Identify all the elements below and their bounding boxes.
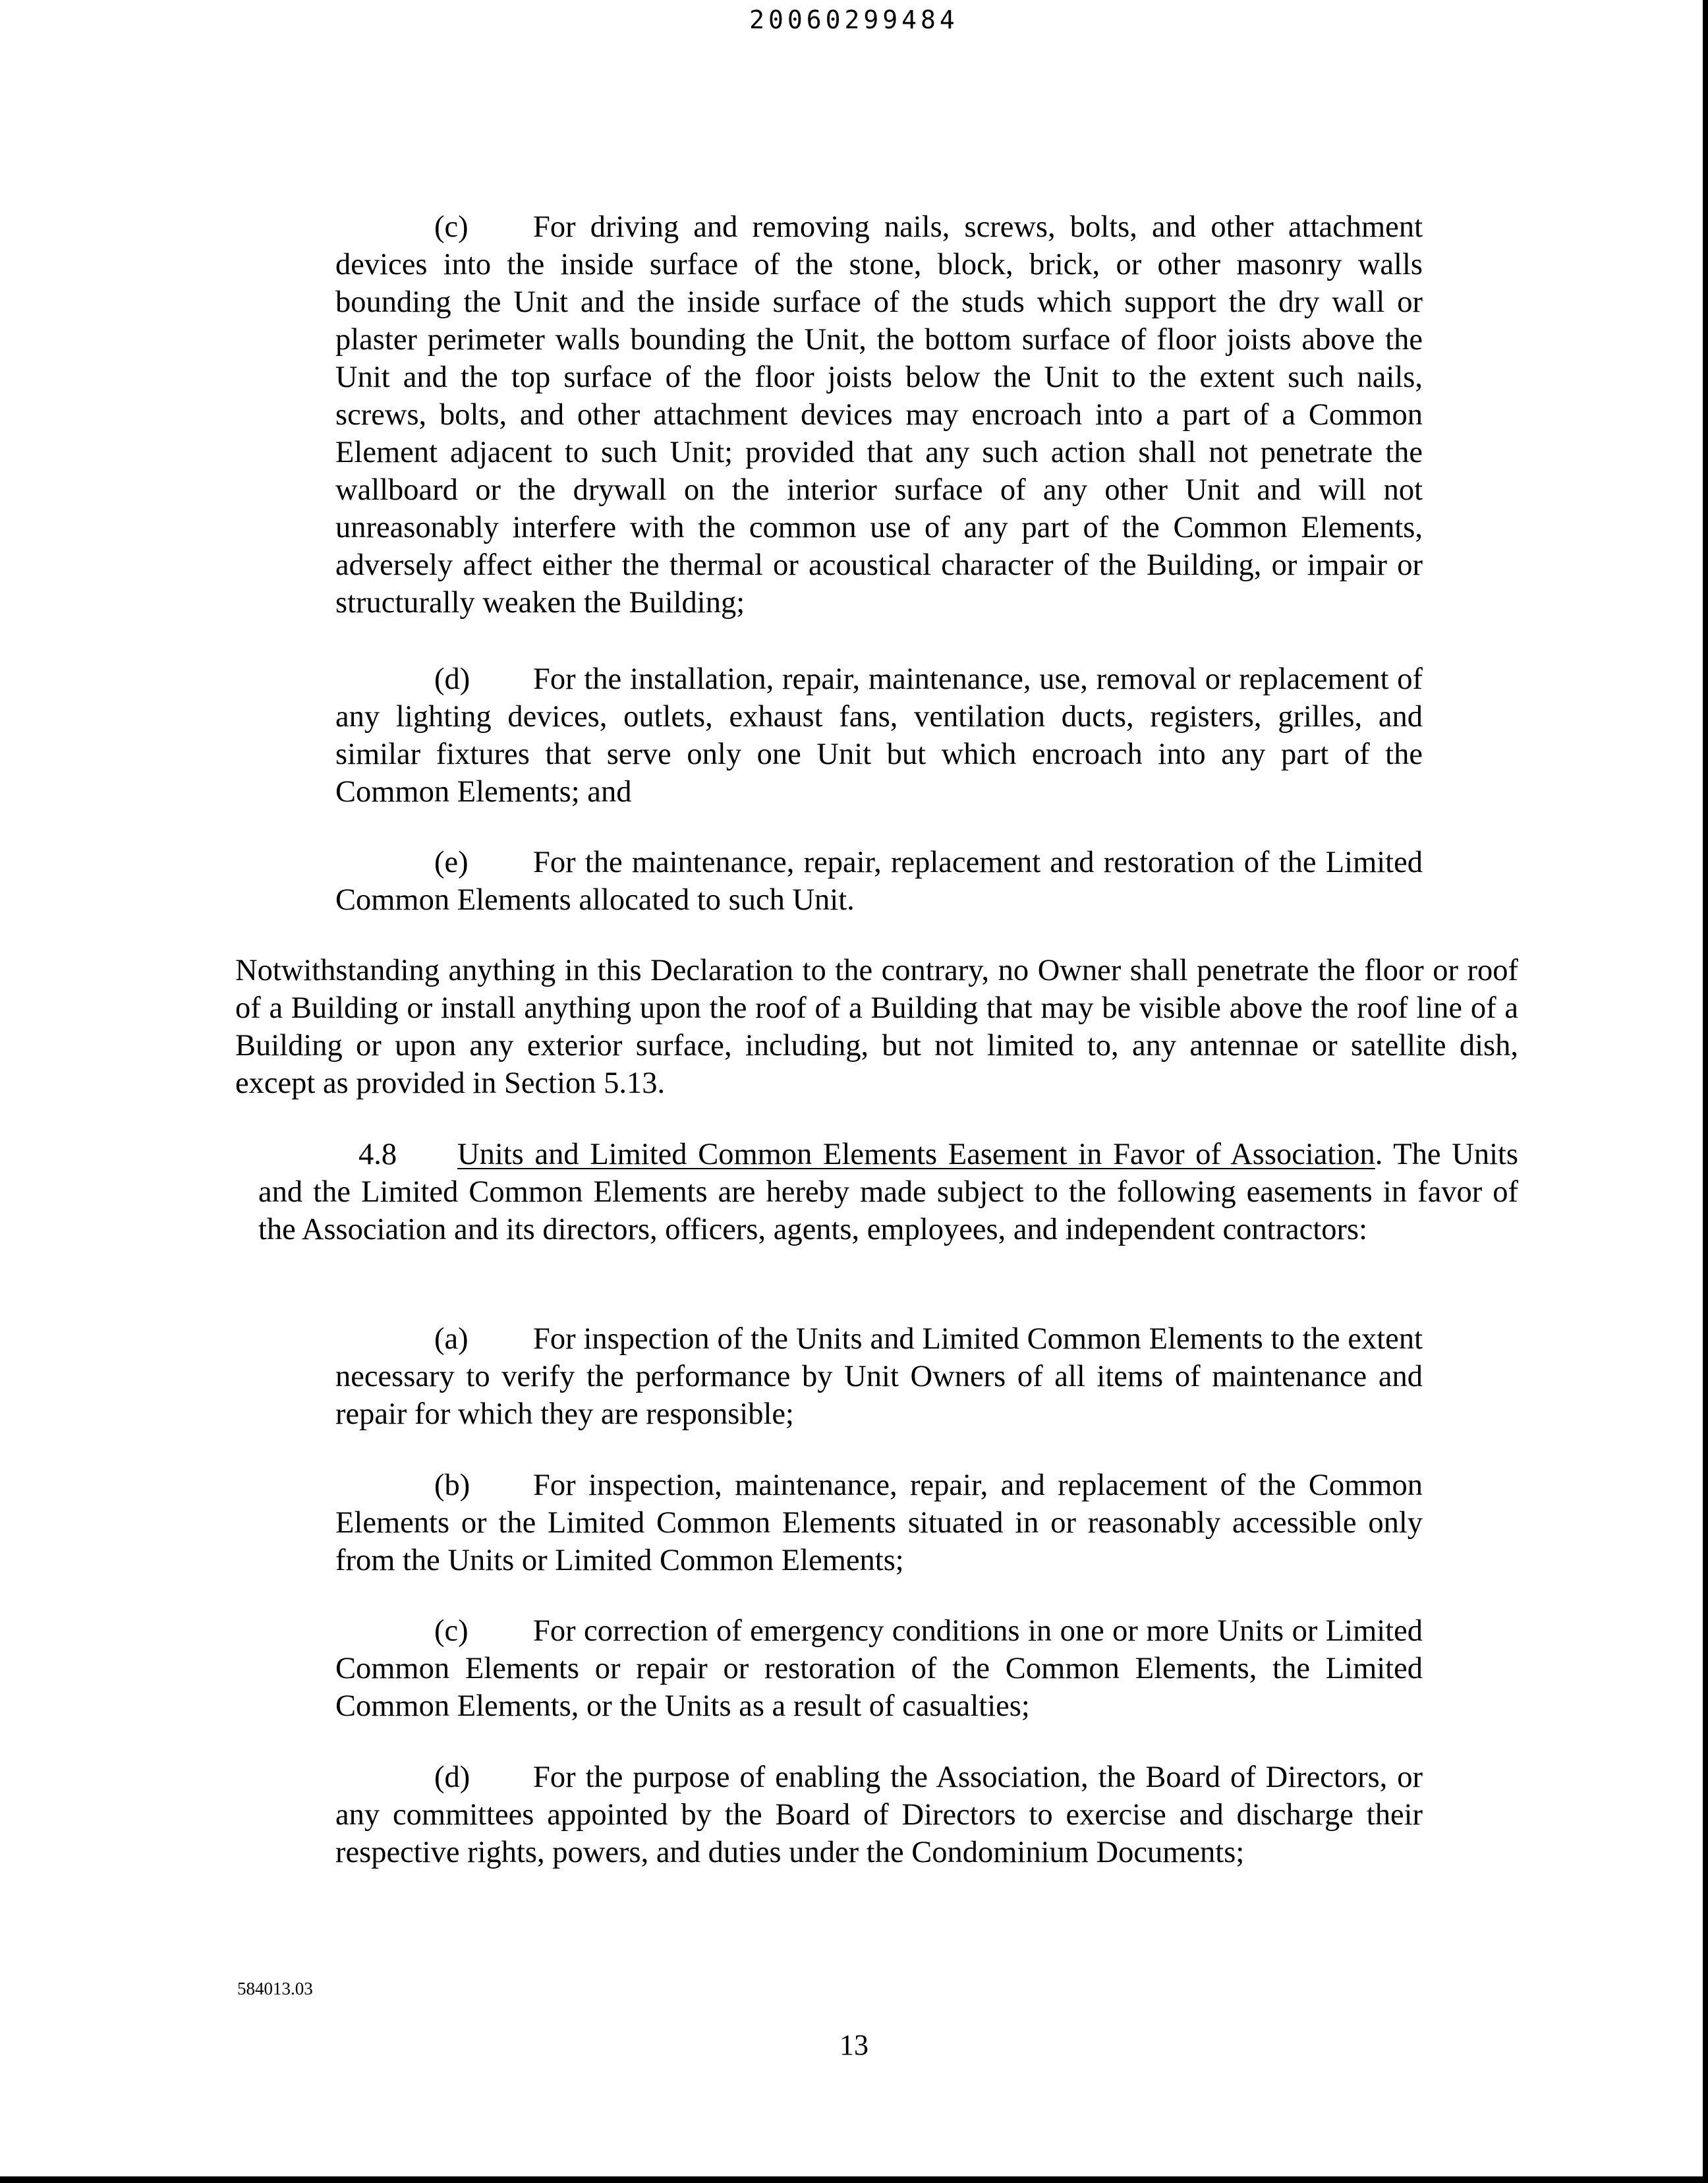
- item-b-bottom: [335, 1467, 1423, 1579]
- item-c-top: [335, 208, 1423, 622]
- item-text: For correction of emergency conditions in one or more Units or Limited Common Elements or repair or restoration of the Common Elements, the Limited Common Elements, or the Units as a result of casualties;: [335, 1614, 1423, 1723]
- item-label: (c): [434, 1614, 469, 1648]
- item-c-bottom: [335, 1612, 1423, 1725]
- item-label: (d): [434, 662, 470, 696]
- item-d-bottom: [335, 1759, 1423, 1871]
- item-text: For driving and removing nails, screws, bolts, and other attachment devices into the inside surface of the stone, block, brick, or other masonry walls bounding the Unit and the inside surface of the studs which support the dry wall or plaster perimeter walls bounding the Unit, the bottom surface of floor joists above the Unit and the top surface of the floor joists below the Unit to the extent such nails, screws, bolts, and other attachment devices may encroach into a part of a Common Element adjacent to such Unit; provided that any such action shall not penetrate the wallboard or the drywall on the interior surface of any other Unit and will not unreasonably interfere with the common use of any part of the Common Elements, adversely affect either the thermal or acoustical character of the Building, or impair or structurally weaken the Building;: [335, 210, 1423, 620]
- item-label: (a): [434, 1322, 469, 1356]
- item-label: (d): [434, 1761, 470, 1794]
- section-text: . The Units and the Limited Common Elements are hereby made subject to the following easements in favor of the Association and its directors, officers, agents, employees, and independent contractors:: [258, 1138, 1519, 1246]
- document-id: 584013.03: [237, 1979, 313, 1998]
- item-label: (e): [434, 846, 469, 879]
- item-text: For the maintenance, repair, replacement and restoration of the Limited Common Elements allocated to such Unit.: [335, 846, 1423, 917]
- item-d-top: [335, 660, 1423, 811]
- item-text: For inspection of the Units and Limited Common Elements to the extent necessary to verify the performance by Unit Owners of all items of maintenance and repair for which they are responsible;: [335, 1322, 1423, 1431]
- scan-border-right: [1703, 0, 1708, 2183]
- item-e-top: [335, 844, 1423, 919]
- item-a-bottom: [335, 1320, 1423, 1433]
- section-number: 4.8: [358, 1138, 397, 1171]
- item-text: For the installation, repair, maintenance, use, removal or replacement of any lighting devices, outlets, exhaust fans, ventilation ducts, registers, grilles, and similar fixtures that serve only one Unit but which encroach into any part of the Common Elements; and: [335, 662, 1423, 809]
- section-4-8: [258, 1136, 1518, 1248]
- page-number: 13: [840, 2029, 868, 2061]
- item-label: (b): [434, 1469, 470, 1502]
- scan-border-bottom: [0, 2176, 1708, 2183]
- section-heading: Units and Limited Common Elements Easement in Favor of Association: [457, 1138, 1375, 1171]
- item-text: For the purpose of enabling the Association, the Board of Directors, or any committees appointed by the Board of Directors to exercise and discharge their respective rights, powers, and duties under the Condominium Documents;: [335, 1761, 1423, 1869]
- notwithstanding-paragraph: Notwithstanding anything in this Declaration to the contrary, no Owner shall penetrate the floor or roof of a Building or install anything upon the roof of a Building that may be visible above the roof line of a Building or upon any exterior surface, including, but not limited to, any antennae or satellite dish, except as provided in Section 5.13.: [235, 954, 1518, 1100]
- item-label: (c): [434, 210, 469, 244]
- document-number: 20060299484: [749, 5, 959, 34]
- item-text: For inspection, maintenance, repair, and replacement of the Common Elements or the Limited Common Elements situated in or reasonably accessible only from the Units or Limited Common Elements;: [335, 1469, 1423, 1577]
